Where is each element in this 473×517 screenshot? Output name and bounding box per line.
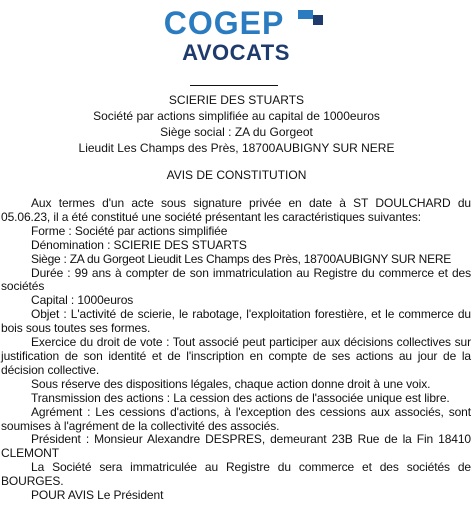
intro-paragraph: Aux termes d'un acte sous signature privée en date à ST DOULCHARD du 05.06.23, il a été constitué une société présentant les caractéristiques suivantes: xyxy=(1,196,471,224)
paragraph-siege: Siège : ZA du Gorgeot Lieudit Les Champs des Près, 18700AUBIGNY SUR NERE xyxy=(31,251,451,266)
paragraph-immatriculation: La Société sera immatriculée au Registre du commerce et des sociétés de BOURGES. xyxy=(1,460,471,489)
paragraph-duree: Durée : 99 ans à compter de son immatriculation au Registre du commerce et des sociétés xyxy=(1,265,471,294)
company-form-capital: Société par actions simplifiée au capital de 1000euros xyxy=(93,109,380,123)
logo-graphic xyxy=(0,6,473,62)
notice-body xyxy=(1,197,471,503)
paragraph-signature: POUR AVIS Le Président xyxy=(31,488,164,503)
paragraph-transmission: Transmission des actions : La cession des actions de l'associée unique est libre. xyxy=(31,390,450,405)
paragraph-president: Président : Monsieur Alexandre DESPRES, demeurant 23B Rue de la Fin 18410 CLEMONT xyxy=(1,432,471,461)
logo-bottom-text: AVOCATS xyxy=(182,40,290,62)
company-header xyxy=(0,92,473,156)
paragraph-denomination: Dénomination : SCIERIE DES STUARTS xyxy=(31,237,247,252)
notice-title: AVIS DE CONSTITUTION xyxy=(166,168,307,182)
company-name: SCIERIE DES STUARTS xyxy=(168,93,305,107)
paragraph-forme: Forme : Société par actions simplifiée xyxy=(31,223,228,238)
registered-address: Lieudit Les Champs des Près, 18700AUBIGNY SUR NERE xyxy=(78,141,395,155)
logo-top-text: COGEP xyxy=(163,6,285,41)
paragraph-capital: Capital : 1000euros xyxy=(31,293,134,308)
paragraph-objet: Objet : L'activité de scierie, le rabotage, l'exploitation forestière, et le commerce du bois sous toutes ses formes. xyxy=(1,307,471,336)
paragraph-droit-de-vote: Exercice du droit de vote : Tout associé peut participer aux décisions collectives sur justification de son identité et de l'inscription en compte de ses actions au jour de la décision collective. xyxy=(1,335,471,377)
paragraph-voix: Sous réserve des dispositions légales, chaque action donne droit à une voix. xyxy=(31,376,431,391)
cogep-avocats-logo xyxy=(0,6,473,62)
registered-office: Siège social : ZA du Gorgeot xyxy=(160,125,313,139)
logo-square-mark-dark xyxy=(313,15,323,25)
header-divider xyxy=(190,85,278,86)
logo-square-mark xyxy=(298,10,313,19)
paragraph-agrement: Agrément : Les cessions d'actions, à l'exception des cessions aux associés, sont soumises à l'agrément de la collectivité des associés. xyxy=(1,404,471,433)
